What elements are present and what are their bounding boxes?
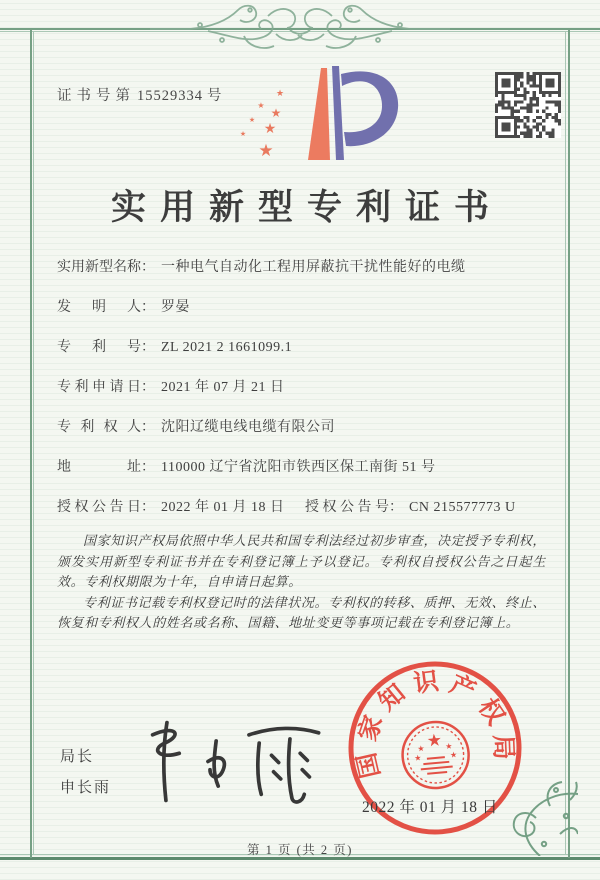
body-paragraph: 专利证书记载专利权登记时的法律状况。专利权的转移、质押、无效、终止、恢复和专利权人的姓名或名称、国籍、地址变更等事项记载在专利登记簿上。 bbox=[57, 594, 546, 630]
logo-wedge bbox=[308, 68, 330, 160]
field-value: 110000 辽宁省沈阳市铁西区保工南街 51 号 bbox=[161, 460, 436, 475]
national-emblem-icon bbox=[400, 719, 472, 791]
field-row-name bbox=[57, 258, 549, 298]
grant-no-label: 授权公告号 bbox=[305, 500, 389, 515]
frame-line-left-inner bbox=[33, 31, 34, 855]
field-colon: ： bbox=[141, 300, 155, 315]
certificate-title: 实用新型专利证书 bbox=[110, 188, 503, 227]
field-colon: ： bbox=[141, 500, 155, 515]
field-value: 沈阳辽缆电线电缆有限公司 bbox=[161, 420, 335, 435]
field-colon: ： bbox=[389, 500, 403, 515]
field-row-address bbox=[57, 458, 549, 498]
grant-date-value: 2022 年 01 月 18 日 bbox=[161, 500, 285, 515]
star-icon: ★ bbox=[258, 141, 274, 161]
body-paragraph: 国家知识产权局依照中华人民共和国专利法经过初步审查，决定授予专利权，颁发实用新型专利证书并在专利登记簿上予以登记。专利权自授权公告之日起生效。专利权期限为十年，自申请日起算。 bbox=[57, 533, 546, 589]
grant-date-label: 授权公告日 bbox=[57, 500, 141, 515]
svg-text:★: ★ bbox=[417, 743, 425, 754]
field-label: 专利权人 bbox=[57, 420, 141, 435]
certificate-number-suffix: 号 bbox=[207, 88, 222, 104]
field-label: 专利号 bbox=[57, 340, 141, 355]
field-colon: ： bbox=[141, 420, 155, 435]
field-label: 发明人 bbox=[57, 300, 141, 315]
top-ornament bbox=[150, 2, 450, 56]
frame-line-left-outer bbox=[30, 28, 32, 858]
svg-text:★: ★ bbox=[449, 750, 458, 760]
field-value: 一种电气自动化工程用屏蔽抗干扰性能好的电缆 bbox=[161, 260, 466, 275]
field-value: ZL 2021 2 1661099.1 bbox=[161, 340, 293, 355]
seal-date: 2022 年 01 月 18 日 bbox=[362, 799, 498, 816]
field-row-filing-date bbox=[57, 378, 549, 418]
field-label: 实用新型名称 bbox=[57, 260, 141, 275]
star-icon: ★ bbox=[275, 89, 285, 99]
qr-code bbox=[495, 72, 561, 138]
field-row-patent-no bbox=[57, 338, 549, 378]
frame-line-right-outer bbox=[568, 28, 570, 858]
svg-text:★: ★ bbox=[413, 753, 422, 763]
signer-name: 申长雨 bbox=[60, 780, 112, 796]
field-label: 地址 bbox=[57, 460, 141, 475]
svg-text:★: ★ bbox=[444, 741, 453, 752]
field-colon: ： bbox=[141, 460, 155, 475]
frame-line-right-inner bbox=[565, 31, 566, 855]
seal-text: 国家知识产权局 bbox=[353, 668, 517, 781]
fields-block bbox=[57, 258, 549, 538]
star-icon: ★ bbox=[239, 130, 247, 138]
svg-text:★: ★ bbox=[425, 730, 443, 752]
star-icon: ★ bbox=[248, 116, 256, 124]
certificate-number-value: 15529334 bbox=[137, 88, 203, 104]
field-label: 专利申请日 bbox=[57, 380, 141, 395]
field-value: 2021 年 07 月 21 日 bbox=[161, 380, 285, 395]
field-value: 罗晏 bbox=[161, 300, 190, 315]
star-icon: ★ bbox=[270, 106, 282, 120]
logo-p-bowl bbox=[341, 71, 398, 146]
field-colon: ： bbox=[141, 340, 155, 355]
field-colon: ： bbox=[141, 380, 155, 395]
grant-no-value: CN 215577773 U bbox=[409, 500, 516, 515]
field-colon: ： bbox=[141, 260, 155, 275]
star-icon: ★ bbox=[257, 101, 265, 110]
signature-handwriting bbox=[128, 712, 333, 810]
page-footer: 第 1 页 (共 2 页) bbox=[247, 843, 353, 857]
certificate-number bbox=[57, 84, 222, 105]
field-row-patentee bbox=[57, 418, 549, 458]
field-row-inventor bbox=[57, 298, 549, 338]
certificate-number-prefix: 证书号第 bbox=[57, 88, 135, 104]
qr-canvas bbox=[495, 72, 561, 138]
legal-text-block bbox=[57, 531, 546, 634]
star-icon: ★ bbox=[263, 121, 277, 137]
cnipa-logo bbox=[228, 64, 413, 176]
signer-title: 局长 bbox=[60, 749, 95, 765]
